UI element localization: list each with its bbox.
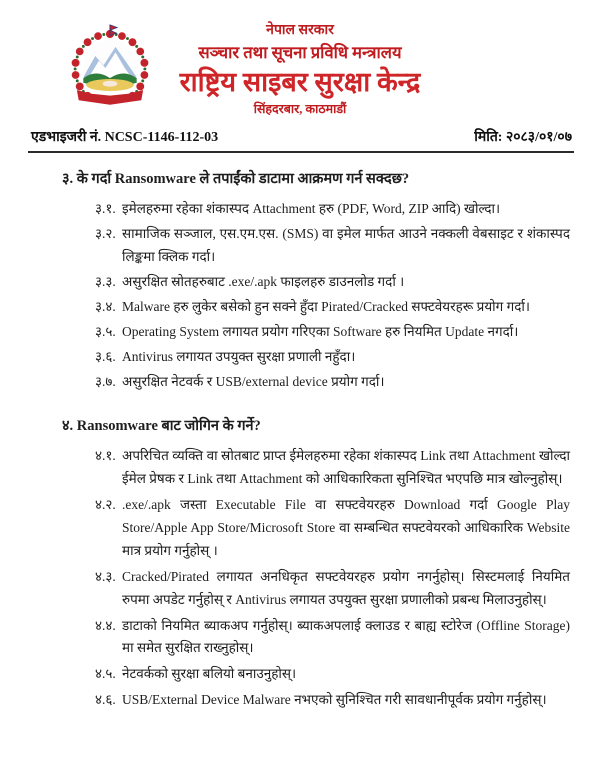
item-number: ४.५.	[95, 666, 116, 682]
item-number: ४.१.	[95, 447, 116, 463]
item-number: ४.४.	[95, 617, 116, 633]
section-ransomware-prevention	[62, 416, 570, 712]
document-body	[62, 169, 570, 712]
list-item	[62, 271, 570, 294]
item-text: Cracked/Pirated लगायत अनधिकृत सफ्टवेयरहरु प्रयोग नगर्नुहोस्। सिस्टमलाई नियमित रुपमा अपडेट गर्नुहोस् र Antivirus लगायत उपयुक्त सुरक्षा प्रणालीको प्रबन्ध मिलाउनुहोस्।	[122, 568, 570, 607]
section-heading: ३. के गर्दा Ransomware ले तपाईंको डाटामा आक्रमण गर्न सक्दछ?	[62, 171, 410, 188]
advisory-number: एडभाइजरी नं. NCSC-1146-112-03	[31, 130, 219, 146]
list-item	[62, 296, 570, 319]
item-number: ३.३.	[95, 274, 116, 290]
item-text: Antivirus लगायत उपयुक्त सुरक्षा प्रणाली नहुँदा।	[122, 349, 356, 365]
item-number: ३.६.	[95, 349, 116, 365]
item-text: असुरक्षित नेटवर्क र USB/external device प्रयोग गर्दा।	[122, 373, 385, 389]
list-item	[62, 689, 570, 712]
list-item	[62, 223, 570, 269]
advisory-row	[31, 127, 572, 146]
letterhead	[0, 0, 600, 153]
item-number: ४.२.	[95, 496, 116, 512]
list-item	[62, 445, 570, 491]
list-item	[62, 371, 570, 394]
list-item	[62, 494, 570, 563]
section-ransomware-causes	[62, 169, 570, 394]
item-text: इमेलहरुमा रहेका शंकास्पद Attachment हरु (PDF, Word, ZIP आदि) खोल्दा।	[122, 201, 501, 217]
item-text: .exe/.apk जस्ता Executable File वा सफ्टवेयरहरु Download गर्दा Google Play Store/Apple App Store/Microsoft Store वा सम्बन्धित सफ्टवेयरको आधिकारिक Website मात्र प्रयोग गर्नुहोस् ।	[122, 496, 570, 558]
item-number: ४.६.	[95, 692, 116, 708]
address-line: सिंहदरबार, काठमाडौं	[253, 102, 347, 117]
item-text: USB/External Device Malware नभएको सुनिश्चित गरी सावधानीपूर्वक प्रयोग गर्नुहोस्।	[122, 692, 547, 708]
item-text: अपरिचित व्यक्ति वा स्रोतबाट प्राप्त ईमेलहरुमा रहेका शंकास्पद Link तथा Attachment खोल्दा ईमेल प्रेषक र Link तथा Attachment को आधिकारिकता सुनिश्चित भएपछि मात्र खोल्नुहोस्।	[122, 447, 570, 486]
item-number: ३.५.	[95, 324, 116, 340]
item-number: ४.३.	[95, 568, 116, 584]
advisory-date: मिति: २०८३/०१/०७	[474, 130, 572, 146]
item-text: सामाजिक सञ्जाल, एस.एम.एस. (SMS) वा इमेल मार्फत आउने नक्कली वेबसाइट र शंकास्पद लिङ्कमा क्लिक गर्दा।	[122, 226, 570, 265]
section-heading: ४. Ransomware बाट जोगिन के गर्ने?	[62, 417, 261, 434]
item-text: डाटाको नियमित ब्याकअप गर्नुहोस्। ब्याकअपलाई क्लाउड र बाह्य स्टोरेज (Offline Storage) मा समेत सुरक्षित राख्नुहोस्।	[122, 617, 570, 656]
item-number: ३.१.	[95, 201, 116, 217]
item-number: ३.७.	[95, 373, 116, 389]
list-item	[62, 566, 570, 612]
organization-name: राष्ट्रिय साइबर सुरक्षा केन्द्र	[179, 66, 421, 97]
item-text: Malware हरु लुकेर बसेको हुन सक्ने हुँदा Pirated/Cracked सफ्टवेयरहरू प्रयोग गर्दा।	[122, 299, 531, 315]
list-item	[62, 663, 570, 686]
list-item	[62, 615, 570, 661]
ministry-name: सञ्चार तथा सूचना प्रविधि मन्त्रालय	[198, 42, 402, 62]
item-text: असुरक्षित स्रोतहरुबाट .exe/.apk फाइलहरु डाउनलोड गर्दा ।	[122, 274, 405, 290]
list-item	[62, 346, 570, 369]
list-item	[62, 321, 570, 344]
header-divider	[28, 151, 574, 153]
item-text: नेटवर्कको सुरक्षा बलियो बनाउनुहोस्।	[122, 666, 297, 682]
government-name: नेपाल सरकार	[266, 23, 334, 38]
list-item	[62, 198, 570, 221]
nepal-emblem-icon	[64, 22, 156, 114]
item-number: ३.२.	[95, 226, 116, 242]
item-number: ३.४.	[95, 299, 116, 315]
item-text: Operating System लगायत प्रयोग गरिएका Software हरु नियमित Update नगर्दा।	[122, 324, 519, 340]
